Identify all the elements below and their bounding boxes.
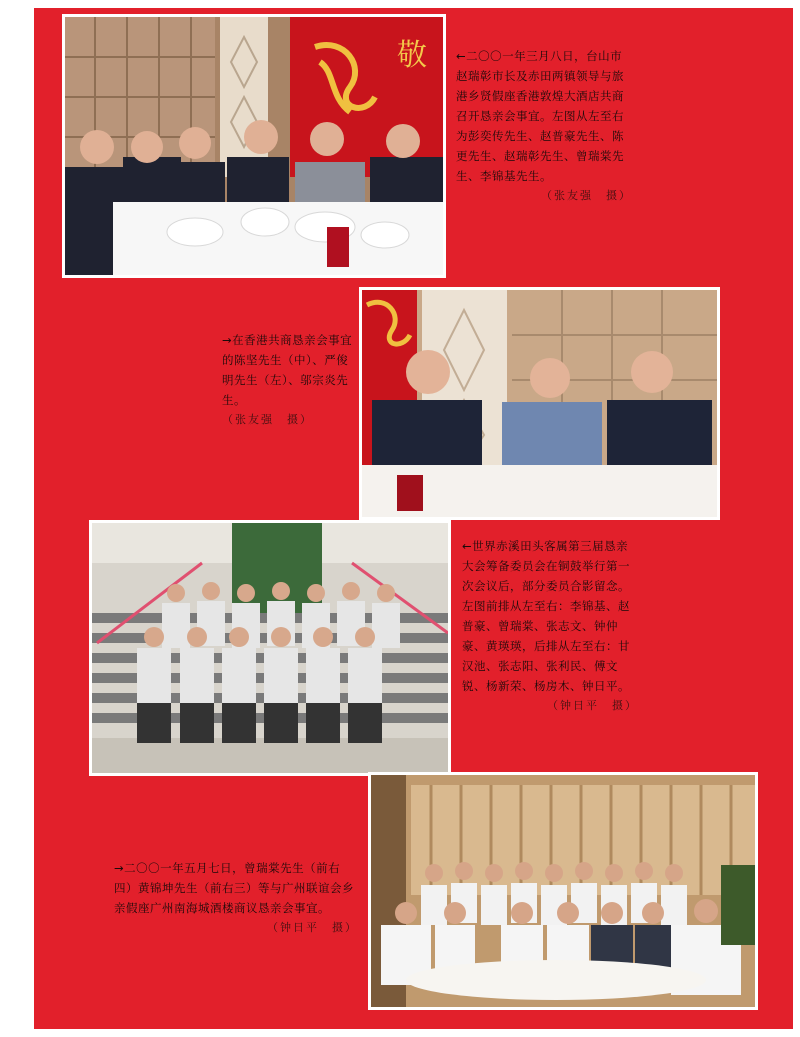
caption-4-text: →二〇〇一年五月七日，曾瑞棠先生（前右四）黄锦坤先生（前右三）等与广州联谊会乡亲假座广州南海城酒楼商议恳亲会事宜。	[114, 861, 354, 915]
photo-2-image	[362, 290, 717, 517]
photo-signage: 敬	[397, 38, 427, 73]
photo-hong-kong-meeting	[62, 14, 446, 278]
caption-3-credit: （钟日平 摄）	[547, 699, 638, 712]
caption-4-credit: （钟日平 摄）	[267, 921, 358, 934]
magazine-page	[34, 8, 793, 1029]
caption-1-text: ←二〇〇一年三月八日，台山市赵瑞彰市长及赤田两镇领导与旅港乡贤假座香港敦煌大酒店共商召开恳亲会事宜。左图从左至右为彭奕传先生、赵普豪先生、陈更先生、赵瑞彰先生、曾瑞棠先生、李锦基先生。	[456, 49, 624, 183]
caption-3	[462, 536, 638, 716]
caption-2-credit: （张友强 摄）	[222, 413, 313, 426]
photo-4-image	[371, 775, 755, 1007]
photo-3-image	[92, 523, 448, 773]
photo-committee-group	[89, 520, 451, 776]
caption-1	[456, 46, 632, 206]
photo-1-image	[65, 17, 443, 275]
caption-3-text: ←世界赤溪田头客属第三届恳亲大会筹备委员会在铜鼓举行第一次会议后，部分委员合影留念。左图前排从左至右：李锦基、赵普豪、曾瑞棠、张志文、钟仲豪、黄瑛瑛，后排从左至右：甘汉池、张志阳、张利民、傅文锐、杨新荣、杨房木、钟日平。	[462, 539, 630, 693]
caption-2	[222, 330, 354, 430]
caption-4	[114, 858, 358, 938]
caption-1-credit: （张友强 摄）	[541, 189, 632, 202]
photo-guangzhou-banquet	[368, 772, 758, 1010]
caption-2-text: →在香港共商恳亲会事宜的陈坚先生（中）、严俊明先生（左）、邬宗炎先生。	[222, 333, 353, 407]
photo-three-gentlemen	[359, 287, 720, 520]
